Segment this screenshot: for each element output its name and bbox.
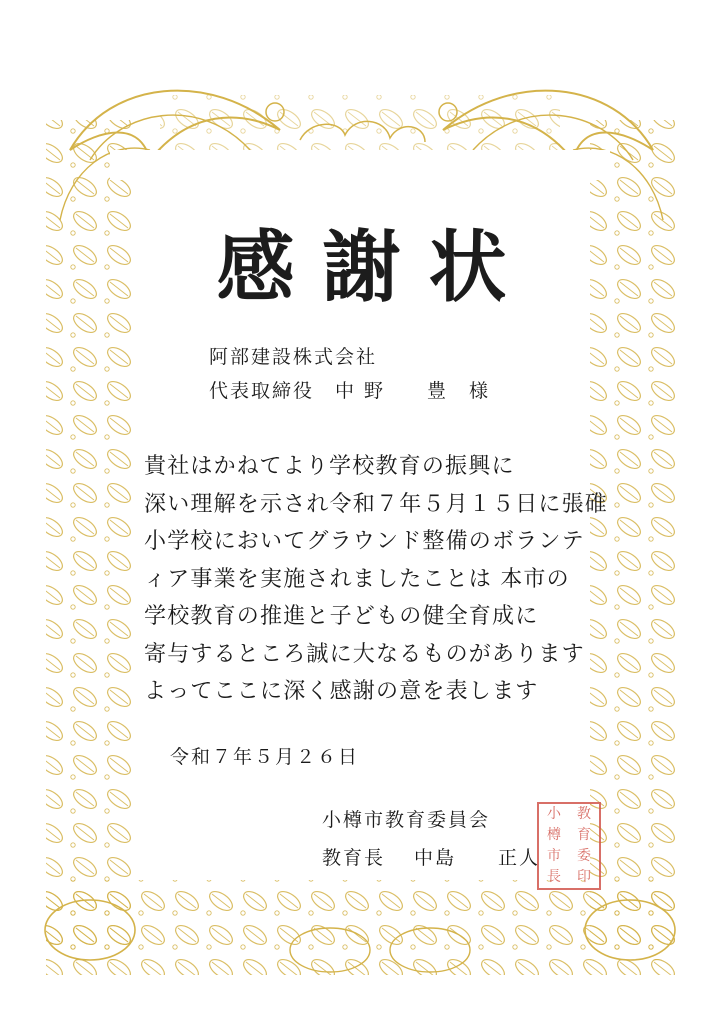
issue-date: 令和７年５月２６日 [170, 746, 360, 768]
body-line: 深い理解を示され令和７年５月１５日に張碓 [144, 491, 609, 517]
body-line: よってここに深く感謝の意を表します [144, 679, 539, 704]
certificate-title: 感謝状 [216, 222, 535, 313]
body-line: 小学校においてグラウンド整備のボランテ [144, 529, 585, 554]
body-line: 寄与するところ誠に大なるものがあります [144, 641, 585, 667]
issuer-block [322, 805, 540, 881]
recipient-company: 阿部建設株式会社 [209, 346, 378, 368]
recipient-representative: 代表取締役 中 野 豊 様 [209, 380, 491, 402]
body-line: ィア事業を実施されましたことは 本市の [144, 566, 570, 592]
certificate-body [144, 448, 609, 711]
issuer-title-name: 教育長 中島 正人 [322, 847, 541, 869]
body-line: 貴社はかねてより学校教育の振興に [144, 454, 515, 479]
body-line: 学校教育の推進と子どもの健全育成に [144, 604, 539, 629]
issuer-organization: 小樽市教育委員会 [322, 809, 491, 831]
official-seal-stamp: 小 教 樽 育 市 委 長 印 [537, 802, 601, 890]
recipient-block [209, 342, 490, 410]
